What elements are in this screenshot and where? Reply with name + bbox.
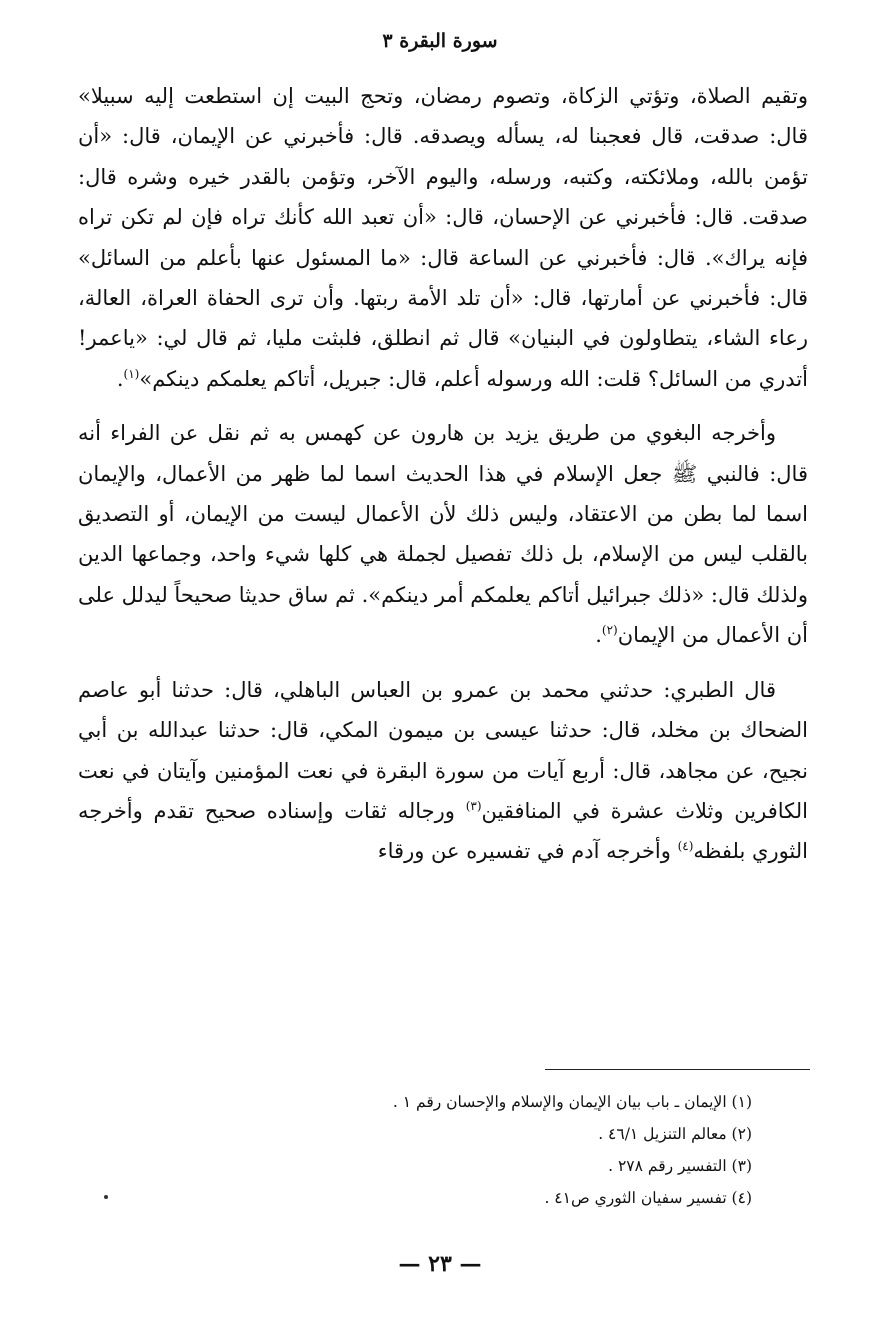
paragraph-hadith-text: وتقيم الصلاة، وتؤتي الزكاة، وتصوم رمضان، وتحج البيت إن استطعت إليه سبيلا» قال: صدقت، قال فعجبنا له، يسأله ويصدقه. قال: فأخبرني عن الإيمان، قال: «أن تؤمن بالله، وملائكته، وكتبه، ورسله، واليوم الآخر، وتؤمن بالقدر خيره وشره قال: صدقت. قال: فأخبرني عن الإحسان، قال: «أن تعبد الله كأنك تراه فإن لم تكن تراه فإنه يراك». قال: فأخبرني عن الساعة قال: «ما المسئول عنها بأعلم من السائل» قال: فأخبرني عن أمارتها، قال: «أن تلد الأمة ربتها. وأن ترى الحفاة العراة، العالة، رعاء الشاء، يتطاولون في البنيان» قال ثم انطلق، فلبثت مليا، ثم قال لي: «ياعمر! أتدري من السائل؟ قلت: الله ورسوله أعلم، قال: جبريل، أتاكم يعلمكم دينكم» — [78, 84, 808, 391]
main-text — [78, 76, 808, 872]
paragraph-tabari-text-a: قال الطبري: حدثني محمد بن عمرو بن العباس الباهلي، قال: حدثنا أبو عاصم الضحاك بن مخلد، قال: حدثنا عيسى بن ميمون المكي، قال: حدثنا عبدالله بن أبي نجيح، عن مجاهد، قال: أربع آيات من سورة البقرة في نعت المؤمنين وآيتان في نعت الكافرين وثلاث عشرة في المنافقين — [78, 677, 808, 823]
paragraph-baghawi-end: . — [595, 623, 602, 648]
footnote-ref-1: (١) — [123, 366, 140, 381]
running-header: سورة البقرة ٣ — [382, 30, 498, 52]
footnote-4: (٤) تفسير سفيان الثوري ص٤١ . — [544, 1189, 752, 1207]
footnotes — [300, 1086, 752, 1214]
footnote-ref-2: (٢) — [601, 623, 618, 638]
footnote-3: (٣) التفسير رقم ٢٧٨ . — [608, 1157, 752, 1175]
paragraph-hadith — [78, 76, 808, 399]
footnote-ref-3: (٣) — [465, 798, 482, 813]
footnote-separator — [545, 1069, 810, 1070]
footnote-1: (١) الإيمان ـ باب بيان الإيمان والإسلام والإحسان رقم ١ . — [392, 1093, 752, 1111]
scan-speck — [104, 1195, 108, 1199]
page-number: — ٢٣ — — [398, 1251, 482, 1277]
paragraph-hadith-end: . — [116, 366, 124, 391]
paragraph-baghawi-text: وأخرجه البغوي من طريق يزيد بن هارون عن كهمس به ثم نقل عن الفراء أنه قال: فالنبي ﷺ جعل الإسلام في هذا الحديث اسما لما ظهر من الأعمال، والإيمان اسما لما بطن من الاعتقاد، وليس ذلك لأن الأعمال ليست من الإيمان، أو التصديق بالقلب ليس من الإسلام، بل ذلك تفصيل لجملة هي كلها شيء واحد، وجماعها الدين ولذلك قال: «ذلك جبرائيل أتاكم يعلمكم أمر دينكم». ثم ساق حديثا صحيحاً ليدلل على أن الأعمال من الإيمان — [78, 421, 808, 648]
footnote-ref-4: (٤) — [677, 839, 694, 854]
paragraph-tabari-text-c: وأخرجه آدم في تفسيره عن ورقاء — [377, 839, 678, 864]
paragraph-tabari — [78, 670, 808, 872]
paragraph-baghawi — [78, 413, 808, 655]
paragraph-tabari-text-b: ورجاله ثقات وإسناده صحيح تقدم وأخرجه الثوري بلفظه — [78, 798, 808, 864]
footnote-2: (٢) معالم التنزيل ٤٦/١ . — [598, 1125, 752, 1143]
